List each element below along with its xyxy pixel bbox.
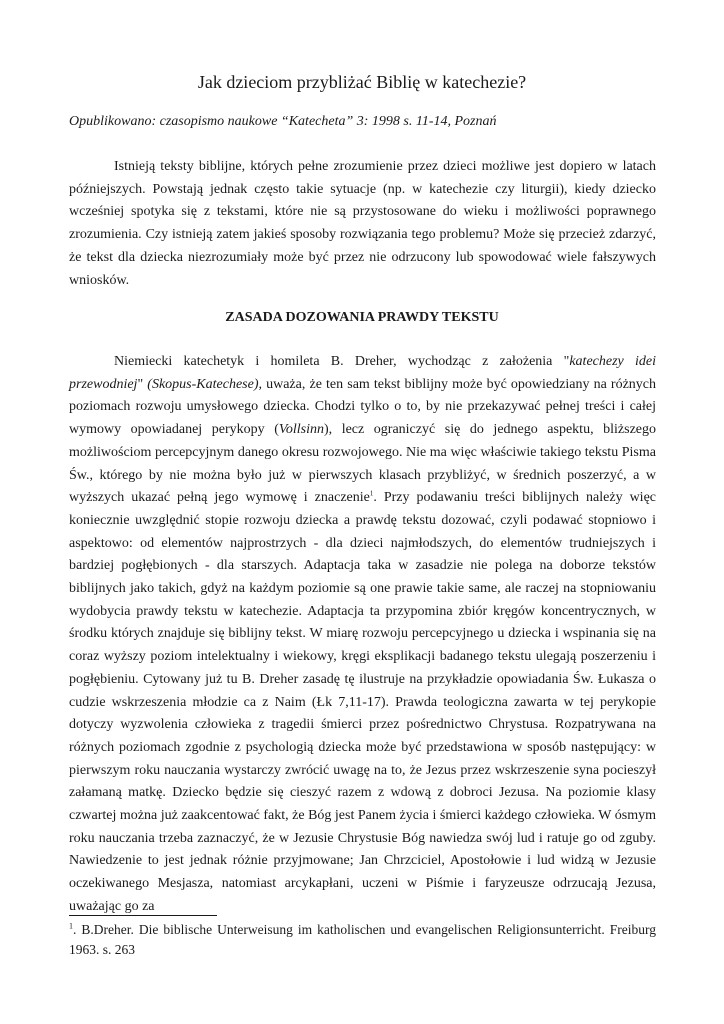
body-text-a: Niemiecki katechetyk i homileta B. Dreher, wychodząc z założenia " (114, 354, 570, 369)
footnote (69, 920, 656, 960)
intro-paragraph (69, 156, 656, 292)
intro-text: Istnieją teksty biblijne, których pełne zrozumienie przez dzieci możliwe jest dopiero w latach późniejszych. Powstają jednak często takie sytuacje (np. w katechezie czy liturgii), kiedy dziecko wcześniej spotyka się z tekstami, które nie są przystosowane do wieku i możliwości poprawnego zrozumienia. Czy istnieją zatem jakieś sposoby rozwiązania tego problemu? Może się przecież zdarzyć, że tekst dla dziecka niezrozumiały może być przez nie odrzucony lub spowodować wiele fałszywych wniosków. (69, 159, 656, 288)
body-italic-b: (Skopus-Katechese), (147, 376, 262, 392)
page-title: Jak dzieciom przybliżać Biblię w katechezie? (197, 72, 527, 92)
body-text-b: " (137, 376, 148, 392)
footnote-marker: 1 (69, 921, 73, 931)
body-paragraph (69, 351, 656, 919)
publication-note: Opublikowano: czasopismo naukowe “Katecheta” 3: 1998 s. 11-14, Poznań (69, 114, 497, 129)
body-text-c: uważa, że ten sam tekst biblijny może być opowiedziany na różnych poziomach rozwoju umysłowego dziecka. Chodzi tylko o to, by nie przekazywać pełnej treści i całej wymowy opowiadanej perykopy ( (69, 376, 657, 438)
body-text-e: . Przy podawaniu treści biblijnych należy więc koniecznie uwzględnić stopie rozwoju dziecka a prawdę tekstu dozować, czyli podawać stopniowo i aspektowo: od elementów najprostrzych - dla dzieci najmłodszych, do elementów trudniejszych i bardziej pogłębionych - dla starszych. Adaptacja taka w zasadzie nie polega na doborze tekstów biblijnych jako takich, gdyż na każdym poziomie są one prawie takie same, ale raczej na stopniowaniu wydobycia prawdy tekstu w katechezie. Adaptacja ta przypomina zbiór kręgów koncentrycznych, w środku których znajduje się biblijny tekst. W miarę rozwoju percepcyjnego u dziecka i wspinania się na coraz wyższy poziom intelektualny i wiekowy, kręgi eksplikacji badanego tekstu ulegają poszerzeniu i pogłębieniu. Cytowany już tu B. Dreher zasadę tę ilustruje na przykładzie opowiadania Św. Łukasza o cudzie wskrzeszenia młodzie ca z Naim (Łk 7,11-17). Prawda teologiczna zawarta w tej perykopie dotyczy wyzwolenia człowieka z tragedii śmierci przez pośrednictwo Chrystusa. Rozpatrywana na różnych poziomach zgodnie z psychologią dziecka może być przedstawiona w sposób następujący: w pierwszym roku nauczania wystarczy zwrócić uwagę na to, że Jezus przez wskrzeszenie syna pocieszył załamaną matkę. Dziecko będzie się cieszyć razem z wdową z dobroci Jezusa. Na poziomie klasy czwartej można już zaakcentować fakt, że Bóg jest Panem życia i śmierci każdego człowieka. W ósmym roku nauczania trzeba zaznaczyć, że w Jezusie Chrystusie Bóg nawiedza swój lud i ratuje go od zguby. Nawiedzenie to jest jednak różnie przyjmowane; Jan Chrzciciel, Apostołowie i lud widzą w Jezusie oczekiwanego Mesjasza, natomiast arcykapłani, uczeni w Piśmie i faryzeusze odrzucają Jezusa, uważając go za (69, 490, 656, 914)
body-italic-c: Vollsinn (278, 422, 324, 438)
section-heading: ZASADA DOZOWANIA PRAWDY TEKSTU (225, 310, 499, 325)
footnote-text: . B.Dreher. Die biblische Unterweisung im katholischen und evangelischen Religionsunterricht. Freiburg 1963. s. 263 (69, 922, 656, 957)
footnote-reference[interactable]: 1 (369, 489, 374, 498)
body-italic-a: katechezy idei przewodniej (69, 354, 656, 392)
footnote-separator (69, 915, 217, 916)
body-text-d: ), lecz ograniczyć się do jednego aspektu, bliższego możliwościom percepcyjnym danego okresu rozwojowego. Nie ma więc właściwie takiego tekstu Pisma Św., którego by nie można było już w pierwszych klasach przybliżyć, w średnich poszerzyć, a w wyższych ukazać pełną jego wymowę i znaczenie (69, 422, 656, 506)
